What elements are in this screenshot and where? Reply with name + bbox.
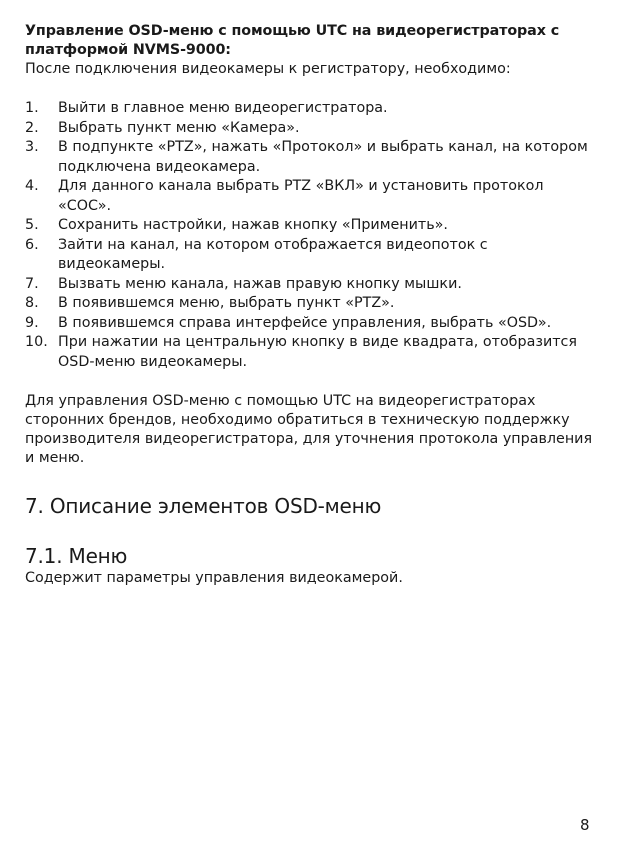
intro-heading: Управление OSD-меню с помощью UTC на видеорегистраторах с платформой NVMS-9000: <box>25 23 560 58</box>
step-text: В появившемся справа интерфейсе управления, выбрать «OSD». <box>58 314 552 331</box>
step-number: 9. <box>25 314 39 331</box>
spacer <box>25 519 595 543</box>
spacer <box>25 468 595 493</box>
step-number: 8. <box>25 295 39 311</box>
third-party-note: Для управления OSD-меню с помощью UTC на видеорегистраторах сторонних брендов, необходимо обратиться в техническую поддержку производителя видеорегистратора, для уточнения протокола управления и меню. <box>25 393 593 466</box>
step-text: Выйти в главное меню видеорегистратора. <box>58 100 388 116</box>
step-text: Сохранить настройки, нажав кнопку «Применить». <box>58 217 448 233</box>
list-item <box>25 275 595 295</box>
list-item <box>25 333 595 372</box>
list-item <box>25 236 595 275</box>
list-item <box>25 294 595 314</box>
list-item <box>25 177 595 216</box>
step-text: В появившемся меню, выбрать пункт «PTZ». <box>58 295 395 311</box>
list-item <box>25 216 595 236</box>
list-item <box>25 138 595 177</box>
step-text: Зайти на канал, на котором отображается видеопоток с видеокамеры. <box>58 236 488 272</box>
spacer <box>25 372 595 392</box>
step-number: 2. <box>25 119 39 136</box>
page-number: 8 <box>580 816 590 834</box>
list-item <box>25 99 595 119</box>
step-number: 3. <box>25 139 39 155</box>
step-text: Для данного канала выбрать PTZ «ВКЛ» и установить протокол «COC». <box>58 178 544 214</box>
step-number: 1. <box>25 100 39 116</box>
step-number: 4. <box>25 178 39 194</box>
step-number: 10. <box>25 334 48 350</box>
section-7-title: 7. Описание элементов OSD-меню <box>25 494 382 518</box>
step-text: Выбрать пункт меню «Камера». <box>58 119 300 136</box>
step-text: При нажатии на центральную кнопку в виде квадрата, отобразится OSD-меню видеокамеры. <box>58 334 578 370</box>
section-7-1-text: Содержит параметры управления видеокамерой. <box>25 570 403 586</box>
section-7-1-title: 7.1. Меню <box>25 544 128 568</box>
step-number: 5. <box>25 217 39 233</box>
list-item <box>25 119 595 139</box>
step-text: В подпункте «PTZ», нажать «Протокол» и выбрать канал, на котором подключена видеокамера. <box>58 139 588 175</box>
steps-list <box>25 99 595 372</box>
intro-lead: После подключения видеокамеры к регистратору, необходимо: <box>25 61 511 77</box>
step-text: Вызвать меню канала, нажав правую кнопку мышки. <box>58 275 462 292</box>
list-item <box>25 314 595 334</box>
step-number: 6. <box>25 236 39 253</box>
step-number: 7. <box>25 275 39 292</box>
page-content <box>25 22 595 588</box>
